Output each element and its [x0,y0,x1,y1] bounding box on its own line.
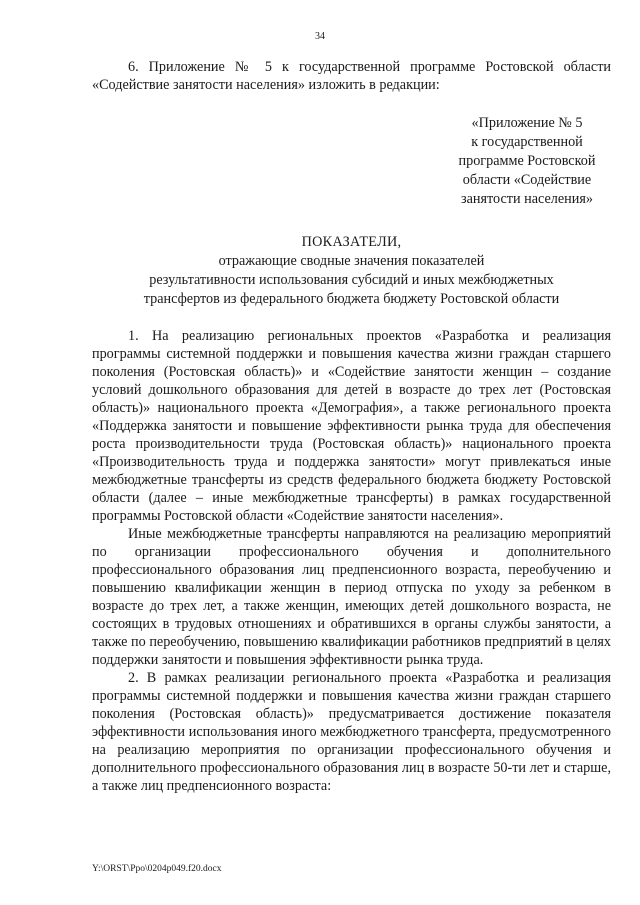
appendix-line: «Приложение № 5 [471,115,583,131]
appendix-reference [443,114,611,209]
intro-paragraph: 6. Приложение № 5 к государственной программе Ростовской области «Содействие занятости населения» изложить в редакции: [92,59,611,93]
heading-line: трансфертов из федерального бюджета бюджету Ростовской области [143,291,560,307]
file-path-footer: Y:\ORST\Ppo\0204p049.f20.docx [92,864,222,874]
appendix-line: программе Ростовской [458,153,596,169]
appendix-line: к государственной [471,134,583,150]
page-number: 34 [315,31,325,42]
heading-line: результативности использования субсидий и иных межбюджетных [149,272,554,288]
heading-line: отражающие сводные значения показателей [218,253,485,269]
appendix-line: области «Содействие [462,172,592,188]
body-paragraph-3: 2. В рамках реализации регионального проекта «Разработка и реализация программы системной поддержки и повышения качества жизни граждан старшего поколения (Ростовская область)» предусматривается достижение показателя эффективности использования иного межбюджетного трансферта, предусмотренного на реализацию мероприятия по организации профессионального обучения и дополнительного профессионального образования лиц в возрасте 50-ти лет и старше, а также лиц предпенсионного возраста: [92,670,611,794]
section-heading [92,233,611,309]
appendix-line: занятости населения» [461,191,593,207]
heading-title: ПОКАЗАТЕЛИ, [301,234,402,250]
body-paragraph-2: Иные межбюджетные трансферты направляются на реализацию мероприятий по организации профессионального обучения и дополнительного профессионального образования лиц предпенсионного возраста, переобучению и повышению квалификации женщин в период отпуска по уходу за ребенком в возрасте до трех лет, а также женщин, имеющих детей дошкольного возраста, не состоящих в трудовых отношениях и обратившихся в органы службы занятости, а также по переобучению, повышению квалификации работников предприятий в целях поддержки занятости и повышения эффективности рынка труда. [92,526,611,668]
body-paragraph-1: 1. На реализацию региональных проектов «Разработка и реализация программы системной поддержки и повышения качества жизни граждан старшего поколения (Ростовская область)» и «Содействие занятости женщин – создание условий дошкольного образования для детей в возрасте до трех лет (Ростовская область)» национального проекта «Демография», а также регионального проекта «Поддержка занятости и повышение эффективности рынка труда для обеспечения роста производительности труда (Ростовская область)» национального проекта «Производительность труда и поддержка занятости» могут привлекаться иные межбюджетные трансферты из средств федерального бюджета бюджету Ростовской области (далее – иные межбюджетные трансферты) в рамках государственной программы Ростовской области «Содействие занятости населения». [92,328,611,524]
document-body [92,58,611,795]
